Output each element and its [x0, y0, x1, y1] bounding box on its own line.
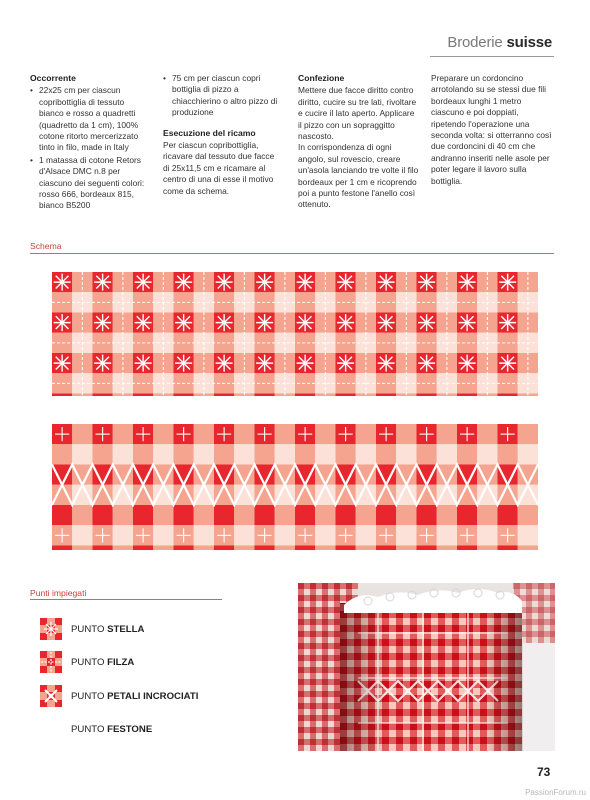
confezione-paragraph: Mettere due facce diritto contro diritto, cucire su tre lati, rivoltare e cucire il lato aperto. Applicare il pizzo con un sopraggitto nascosto. [298, 85, 417, 142]
schema-divider [30, 253, 554, 254]
watermark: PassionForum.ru [525, 788, 586, 797]
legend-stella [40, 618, 144, 640]
bottle-cover-image [298, 583, 555, 751]
legend-filza [40, 651, 134, 673]
list-item: • 1 matassa di cotone Retors d'Alsace DMC n.8 per ciascuno dei seguenti colori: rosso 666, bordeaux 815, bianco B5200 [39, 155, 148, 212]
header-divider [430, 56, 554, 57]
esecuzione-heading: Esecuzione del ricamo [163, 127, 256, 138]
pattern-petali-incrociati [52, 424, 538, 550]
legend-petali-label: PUNTO PETALI INCROCIATI [71, 690, 199, 702]
punti-label: Punti impiegati [30, 588, 87, 598]
gingham-fabric [52, 272, 538, 396]
confezione-column [298, 73, 420, 211]
materials-list [30, 85, 148, 211]
legend-stella-label: PUNTO STELLA [71, 623, 145, 635]
stella-swatch-icon [40, 618, 62, 640]
esecuzione-text: Per ciascun copribottiglia, ricavare dal tessuto due facce di 25x11,5 cm e ricamare al centro di una di esse il motivo come da schema. [163, 140, 275, 196]
schema-pattern-top [52, 272, 538, 396]
punti-divider [30, 599, 222, 600]
occorrente-heading: Occorrente [30, 73, 76, 83]
pattern-stella-filza [52, 272, 538, 396]
confezione-paragraph: In corrispondenza di ogni angolo, sul rovescio, creare un'asola lanciando tre volte il filo bordeaux per 1 cm e ricoprendo poi a punto festone l'anello così ottenuto. [298, 142, 419, 210]
finished-bottle-cover-photo [298, 583, 555, 751]
list-item: • 75 cm per ciascun copri bottiglia di pizzo a chiacchierino o altro pizzo di produzione [172, 73, 281, 119]
legend-filza-label: PUNTO FILZA [71, 656, 135, 668]
materials-list-continued [163, 73, 281, 119]
confezione-column-continued [431, 73, 555, 187]
schema-pattern-bottom [52, 424, 538, 550]
legend-petali [40, 685, 198, 707]
section-title: Broderie suisse [447, 34, 552, 51]
confezione-heading: Confezione [298, 73, 345, 83]
occorrente-column [30, 73, 148, 213]
legend-festone [40, 718, 152, 740]
schema-label: Schema [30, 241, 62, 251]
confezione-paragraph: Preparare un cordoncino arrotolando su se stessi due fili bordeaux lunghi 1 metro ciascuno e poi doppiati, ripetendo l'operazione una seconda volta: si otterranno così due cordoncini di 40 cm che andranno inseriti nelle asole per poter legare il lavoro sulla bottiglia. [431, 73, 552, 186]
legend-festone-label: PUNTO FESTONE [71, 723, 153, 735]
esecuzione-column [163, 73, 281, 197]
filza-swatch-icon [40, 651, 62, 673]
petali-swatch-icon [40, 685, 62, 707]
list-item: • 22x25 cm per ciascun copribottiglia di tessuto bianco e rosso a quadretti (quadretto da 1 cm), 100% cotone ritorto mercerizzato tinto in filo, made in Italy [39, 85, 148, 153]
page-number: 73 [537, 765, 551, 779]
